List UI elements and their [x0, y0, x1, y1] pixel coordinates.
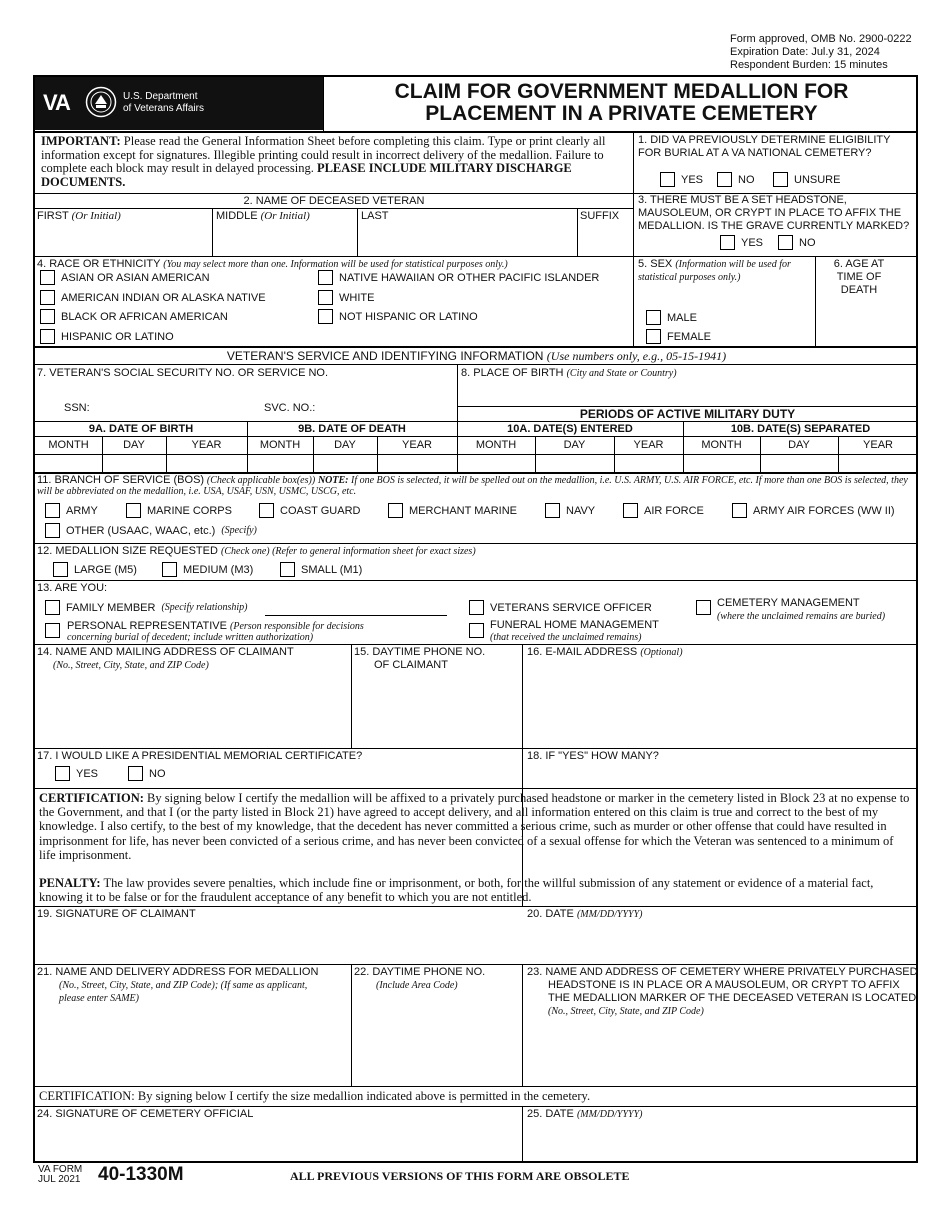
q7-label: 7. VETERAN'S SOCIAL SECURITY NO. OR SERVICE NO.	[37, 367, 329, 379]
role-cemetery-management-checkbox[interactable]	[696, 600, 711, 615]
q3-label: 3. THERE MUST BE A SET HEADSTONE, MAUSOLEUM, OR CRYPT IN PLACE TO AFFIX THE MEDALLION. IS THE GRAVE CURRENTLY MARKED?	[638, 194, 910, 232]
service-heading: VETERAN'S SERVICE AND IDENTIFYING INFORMATION (Use numbers only, e.g., 05-15-1941)	[226, 349, 727, 363]
q21-label: 21. NAME AND DELIVERY ADDRESS FOR MEDALLION (No., Street, City, State, and ZIP Code); (If same as applicant, please enter SAME)	[37, 966, 319, 1004]
date-4-day-input[interactable]	[761, 456, 837, 471]
date-1-month-input[interactable]	[36, 456, 101, 471]
sex-male-checkbox[interactable]	[646, 310, 661, 325]
name-suffix-input[interactable]	[579, 224, 632, 254]
bos-other-checkbox[interactable]	[45, 523, 60, 538]
certificate-yes-checkbox[interactable]	[55, 766, 70, 781]
date-4-year-input[interactable]	[839, 456, 917, 471]
entered-heading: 10A. DATE(S) ENTERED	[507, 423, 633, 435]
q3-yes-checkbox[interactable]	[720, 235, 735, 250]
name-middle-input[interactable]	[214, 224, 356, 254]
delivery-address-input[interactable]	[36, 1006, 349, 1084]
q24-label: 24. SIGNATURE OF CEMETERY OFFICIAL	[37, 1108, 254, 1120]
q15-label: 15. DAYTIME PHONE NO. OF CLAIMANT	[354, 646, 486, 671]
q23-label: 23. NAME AND ADDRESS OF CEMETERY WHERE PRIVATELY PURCHASED HEADSTONE IS IN PLACE OR A MAUSOLEUM, OR CRYPT TO AFFIX THE MEDALLION MARKER OF THE DECEASED VETERAN IS LOCATED (No., Street, City, State, and ZIP Code)	[527, 966, 918, 1017]
q2-label: 2. NAME OF DECEASED VETERAN	[243, 195, 425, 207]
date-2-year-input[interactable]	[378, 456, 456, 471]
delivery-phone-input[interactable]	[353, 996, 521, 1084]
omb-info: Form approved, OMB No. 2900-0222 Expiration Date: Jul.y 31, 2024 Respondent Burden: 15 minutes	[730, 33, 912, 71]
q2-suffix: SUFFIX	[580, 210, 620, 222]
certificate-no-checkbox[interactable]	[128, 766, 143, 781]
name-last-input[interactable]	[359, 224, 576, 254]
bos-army-air-forces-checkbox[interactable]	[732, 503, 747, 518]
footer-form-id: VA FORM JUL 2021	[38, 1164, 83, 1185]
va-logo: VA	[43, 90, 70, 115]
va-seal-icon	[85, 86, 117, 118]
race-pacific-islander-checkbox[interactable]	[318, 270, 333, 285]
cemetery-certification-text: CERTIFICATION: By signing below I certify the size medallion indicated above is permitted in the cemetery.	[39, 1089, 591, 1103]
q19-label: 19. SIGNATURE OF CLAIMANT	[37, 908, 196, 920]
date-col-day-label: DAY	[788, 439, 810, 451]
place-of-birth-input[interactable]	[460, 382, 916, 406]
cemetery-official-signature-input[interactable]	[36, 1122, 520, 1161]
date-1-year-input[interactable]	[167, 456, 246, 471]
role-family-member-checkbox[interactable]	[45, 600, 60, 615]
bos-army-checkbox[interactable]	[45, 503, 60, 518]
footer-form-number: 40-1330M	[98, 1164, 184, 1185]
dob-heading: 9A. DATE OF BIRTH	[88, 423, 194, 435]
role-funeral-label: FUNERAL HOME MANAGEMENT (that received the unclaimed remains)	[490, 619, 659, 643]
q13-label: 13. ARE YOU:	[37, 582, 108, 594]
date-2-month-input[interactable]	[248, 456, 312, 471]
race-white-checkbox[interactable]	[318, 290, 333, 305]
q11-label: 11. BRANCH OF SERVICE (BOS) (Check applicable box(es)) NOTE: If one BOS is selected, it will be spelled out on the medallion, i.e. U.S. ARMY, U.S. AIR FORCE, etc. If more than one BOS is selected, they will be abbreviated on the medallion, i.e. USA, USAF, USN, USMC, USCG, etc.	[37, 474, 908, 497]
q2-middle: MIDDLE (Or Initial)	[216, 210, 310, 222]
q1-unsure-checkbox[interactable]	[773, 172, 788, 187]
footer-obsolete-notice: ALL PREVIOUS VERSIONS OF THIS FORM ARE OBSOLETE	[290, 1169, 630, 1183]
date-3-year-input[interactable]	[615, 456, 682, 471]
size-medium-checkbox[interactable]	[162, 562, 177, 577]
date-3-month-input[interactable]	[458, 456, 534, 471]
race-hispanic-checkbox[interactable]	[40, 329, 55, 344]
q12-label: 12. MEDALLION SIZE REQUESTED (Check one) (Refer to general information sheet for exact sizes)	[37, 545, 476, 557]
q25-label: 25. DATE (MM/DD/YYYY)	[527, 1108, 643, 1120]
claimant-phone-input[interactable]	[353, 676, 521, 746]
race-american-indian-checkbox[interactable]	[40, 290, 55, 305]
dept-line1: U.S. Department	[123, 91, 198, 102]
claimant-signature-input[interactable]	[36, 922, 520, 962]
q6-label: 6. AGE AT TIME OF DEATH	[833, 258, 885, 296]
penalty-text: PENALTY: The law provides severe penalties, which include fine or imprisonment, or both, for the willful submission of any statement or evidence of a material fact, knowing it to be false or for the fraudulent acceptance of any benefit to which you are not entitled.	[39, 876, 874, 904]
q1-no-checkbox[interactable]	[717, 172, 732, 187]
sex-female-checkbox[interactable]	[646, 329, 661, 344]
important-notice: IMPORTANT: Please read the General Information Sheet before completing this claim. Type or print clearly all information except for signatures. Illegible printing could result in incorrect delivery of the medallion. Failure to complete each block may result in delayed processing. PLEASE INCLUDE MILITARY DISCHARGE DOCUMENTS.	[41, 134, 606, 189]
cemetery-official-date-input[interactable]	[525, 1122, 916, 1161]
q20-label: 20. DATE (MM/DD/YYYY)	[527, 908, 643, 920]
q3-no-checkbox[interactable]	[778, 235, 793, 250]
q8-label: 8. PLACE OF BIRTH (City and State or Country)	[461, 367, 677, 379]
date-4-month-input[interactable]	[684, 456, 759, 471]
separated-heading: 10B. DATE(S) SEPARATED	[730, 423, 871, 435]
date-col-month-label: MONTH	[48, 439, 89, 451]
dod-heading: 9B. DATE OF DEATH	[298, 423, 406, 435]
date-col-year-label: YEAR	[863, 439, 893, 451]
claimant-address-input[interactable]	[36, 672, 349, 746]
date-col-year-label: YEAR	[191, 439, 222, 451]
service-number-input[interactable]	[318, 398, 454, 416]
q5-label: 5. SEX (Information will be used for statistical purposes only.)	[638, 258, 791, 283]
q2-first: FIRST (Or Initial)	[37, 210, 121, 222]
q18-label: 18. IF "YES" HOW MANY?	[527, 750, 659, 762]
role-vso-checkbox[interactable]	[469, 600, 484, 615]
date-col-month-label: MONTH	[701, 439, 742, 451]
size-large-checkbox[interactable]	[53, 562, 68, 577]
bos-coast-guard-checkbox[interactable]	[259, 503, 274, 518]
q22-label: 22. DAYTIME PHONE NO. (Include Area Code)	[354, 966, 486, 991]
q4-label: 4. RACE OR ETHNICITY (You may select more than one. Information will be used for statistical purposes only.)	[37, 258, 508, 270]
race-asian-checkbox[interactable]	[40, 270, 55, 285]
date-col-month-label: MONTH	[475, 439, 517, 451]
q2-last: LAST	[361, 210, 389, 222]
bos-air-force-checkbox[interactable]	[623, 503, 638, 518]
email-input[interactable]	[525, 662, 916, 746]
certificate-count-input[interactable]	[525, 764, 916, 786]
dept-line2: of Veterans Affairs	[123, 103, 204, 114]
bos-merchant-marine-checkbox[interactable]	[388, 503, 403, 518]
role-cemetery-label: CEMETERY MANAGEMENT (where the unclaimed remains are buried)	[717, 597, 886, 622]
date-col-day-label: DAY	[334, 439, 356, 451]
name-first-input[interactable]	[36, 224, 211, 254]
ssn-input[interactable]	[100, 398, 250, 416]
q7-svc-label: SVC. NO.:	[264, 402, 316, 414]
age-at-death-input[interactable]	[818, 290, 916, 344]
date-col-year-label: YEAR	[402, 439, 432, 451]
date-col-month-label: MONTH	[259, 439, 301, 451]
role-personal-label: PERSONAL REPRESENTATIVE (Person responsible for decisions concerning burial of decedent; include written authorization)	[67, 620, 364, 643]
date-col-year-label: YEAR	[633, 439, 664, 451]
date-col-day-label: DAY	[123, 439, 145, 451]
role-funeral-home-checkbox[interactable]	[469, 623, 484, 638]
periods-heading: PERIODS OF ACTIVE MILITARY DUTY	[579, 407, 796, 421]
certification-text: CERTIFICATION: By signing below I certify the medallion will be affixed to a privately purchased headstone or marker in the cemetery listed in Block 23 at no expense to the Government, and that I (or the party listed in Block 21) have agreed to accept delivery, and all information entered on this claim is true and correct to the best of my knowledge. I also certify, to the best of my knowledge, that the decedent has never committed a serious crime, such as murder or other offense that could have resulted in imprisonment for life, has never been convicted of a serious crime, and has never been convicted of a sexual offense for which the Veteran was sentenced to a minimum of life imprisonment.	[39, 791, 910, 862]
cemetery-address-input[interactable]	[525, 1018, 916, 1084]
bos-marine-corps-checkbox[interactable]	[126, 503, 141, 518]
race-black-checkbox[interactable]	[40, 309, 55, 324]
q7-ssn-label: SSN:	[64, 402, 90, 414]
claimant-date-input[interactable]	[525, 922, 916, 962]
q1-yes-checkbox[interactable]	[660, 172, 675, 187]
q17-label: 17. I WOULD LIKE A PRESIDENTIAL MEMORIAL CERTIFICATE?	[37, 750, 363, 762]
q14-label: 14. NAME AND MAILING ADDRESS OF CLAIMANT (No., Street, City, State, and ZIP Code)	[37, 646, 294, 671]
role-personal-rep-checkbox[interactable]	[45, 623, 60, 638]
race-not-hispanic-checkbox[interactable]	[318, 309, 333, 324]
date-3-day-input[interactable]	[536, 456, 613, 471]
q1-label: 1. DID VA PREVIOUSLY DETERMINE ELIGIBILITY FOR BURIAL AT A VA NATIONAL CEMETERY?	[638, 134, 891, 159]
q16-label: 16. E-MAIL ADDRESS (Optional)	[527, 646, 683, 658]
form-title: CLAIM FOR GOVERNMENT MEDALLION FOR PLACEMENT IN A PRIVATE CEMETERY	[394, 80, 849, 125]
date-col-day-label: DAY	[563, 439, 586, 451]
va-logo-block	[35, 77, 323, 130]
date-1-day-input[interactable]	[103, 456, 165, 471]
date-2-day-input[interactable]	[314, 456, 376, 471]
bos-navy-checkbox[interactable]	[545, 503, 560, 518]
size-small-checkbox[interactable]	[280, 562, 295, 577]
